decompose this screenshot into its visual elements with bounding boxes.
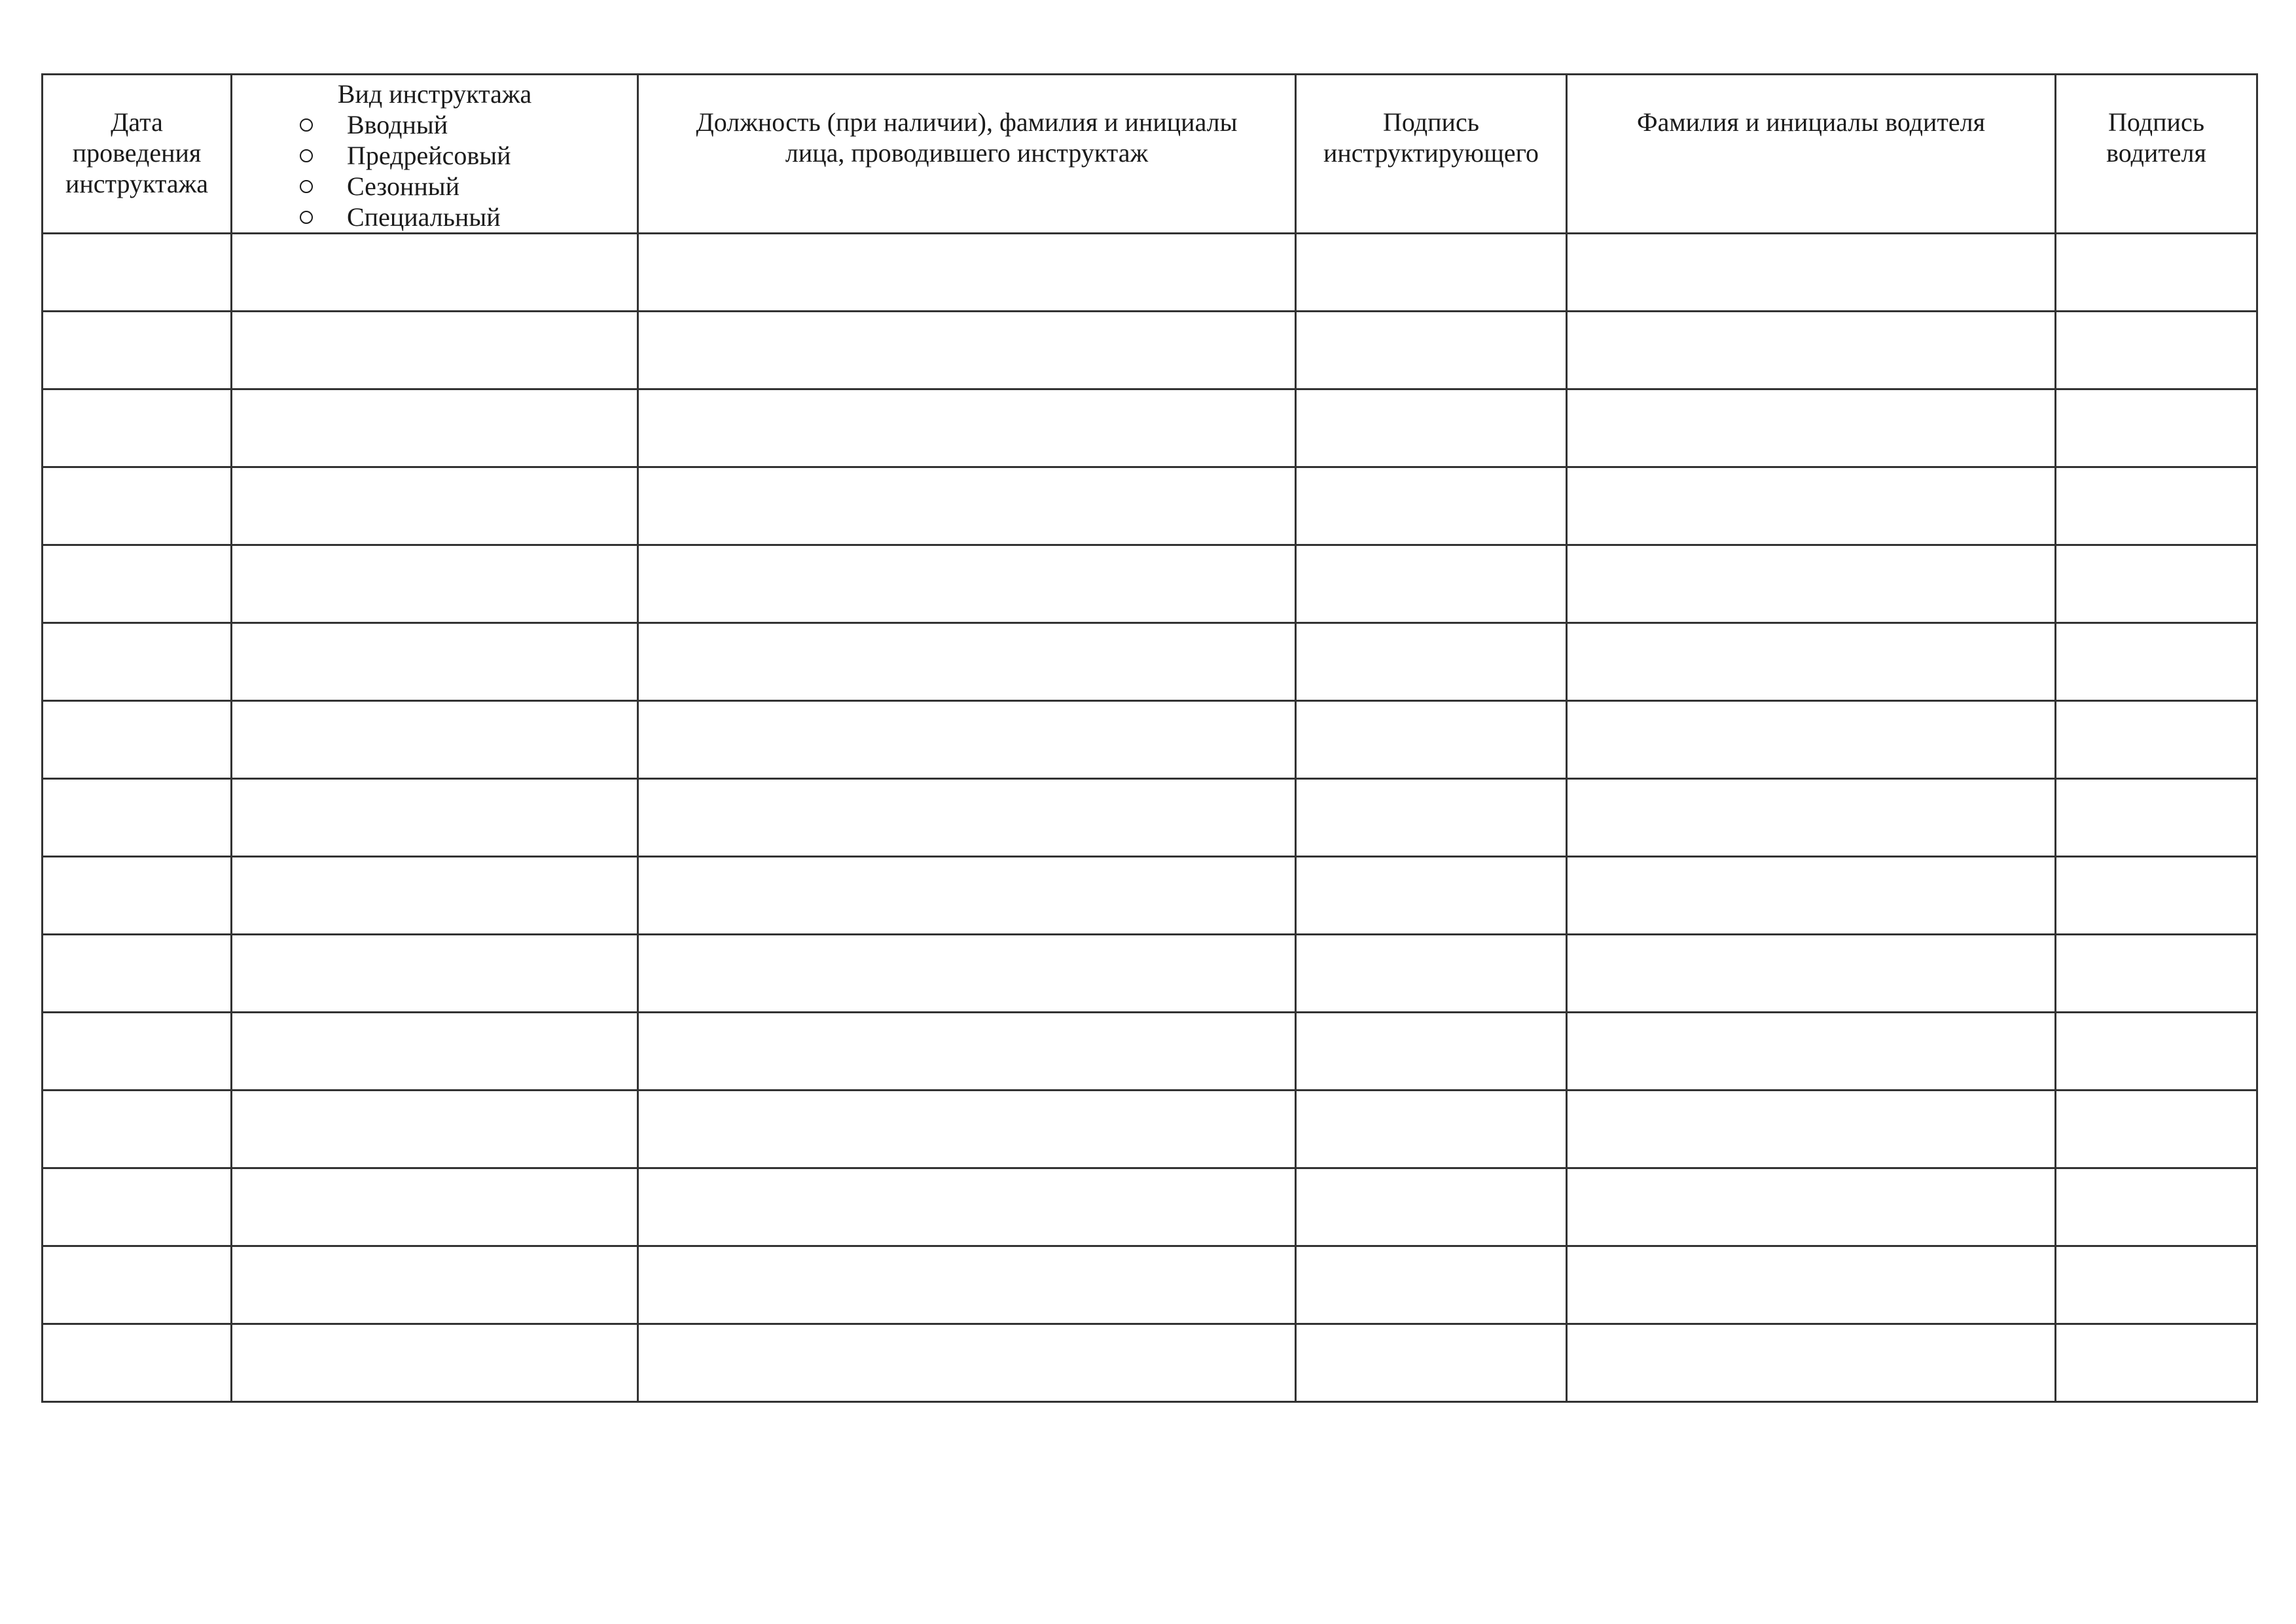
cell-driver-name[interactable] (1567, 1013, 2056, 1091)
cell-instructor-signature[interactable] (1296, 935, 1567, 1013)
cell-driver-signature[interactable] (2056, 935, 2257, 1013)
cell-instructor[interactable] (638, 1168, 1296, 1246)
cell-driver-signature[interactable] (2056, 1013, 2257, 1091)
header-type-title: Вид инструктажа (337, 79, 532, 109)
cell-instructor[interactable] (638, 545, 1296, 623)
table-row (43, 312, 2257, 389)
cell-date[interactable] (43, 857, 232, 935)
cell-type[interactable] (232, 623, 638, 701)
cell-type[interactable] (232, 1168, 638, 1246)
cell-date[interactable] (43, 701, 232, 779)
cell-type[interactable] (232, 312, 638, 389)
instruction-type-option (300, 140, 637, 171)
table-row (43, 623, 2257, 701)
cell-driver-signature[interactable] (2056, 779, 2257, 857)
header-instructor-signature (1296, 75, 1567, 234)
cell-date[interactable] (43, 935, 232, 1013)
cell-date[interactable] (43, 1013, 232, 1091)
cell-date[interactable] (43, 779, 232, 857)
instruction-log-sheet (41, 73, 2256, 1403)
cell-driver-signature[interactable] (2056, 234, 2257, 312)
cell-driver-signature[interactable] (2056, 545, 2257, 623)
instruction-type-list (232, 109, 637, 232)
cell-instructor-signature[interactable] (1296, 1168, 1567, 1246)
cell-date[interactable] (43, 545, 232, 623)
cell-instructor-signature[interactable] (1296, 545, 1567, 623)
header-instructor-signature-label: Подпись инструктирующего (1323, 107, 1539, 168)
cell-instructor-signature[interactable] (1296, 779, 1567, 857)
cell-instructor[interactable] (638, 312, 1296, 389)
cell-driver-signature[interactable] (2056, 312, 2257, 389)
header-driver-signature (2056, 75, 2257, 234)
table-row (43, 1091, 2257, 1168)
instruction-type-option (300, 202, 637, 232)
cell-type[interactable] (232, 857, 638, 935)
instruction-type-option (300, 109, 637, 140)
cell-driver-name[interactable] (1567, 234, 2056, 312)
table-row (43, 1324, 2257, 1402)
cell-type[interactable] (232, 1091, 638, 1168)
cell-instructor[interactable] (638, 935, 1296, 1013)
cell-instructor[interactable] (638, 389, 1296, 467)
cell-instructor[interactable] (638, 467, 1296, 545)
cell-driver-name[interactable] (1567, 779, 2056, 857)
cell-driver-name[interactable] (1567, 857, 2056, 935)
cell-type[interactable] (232, 1246, 638, 1324)
cell-type[interactable] (232, 467, 638, 545)
header-driver-name (1567, 75, 2056, 234)
circle-bullet-icon (300, 211, 313, 224)
cell-instructor[interactable] (638, 857, 1296, 935)
cell-type[interactable] (232, 935, 638, 1013)
instruction-type-label: Предрейсовый (347, 141, 511, 170)
cell-instructor[interactable] (638, 779, 1296, 857)
circle-bullet-icon (300, 118, 313, 132)
cell-driver-name[interactable] (1567, 312, 2056, 389)
cell-instructor-signature[interactable] (1296, 467, 1567, 545)
table-row (43, 467, 2257, 545)
cell-instructor-signature[interactable] (1296, 1246, 1567, 1324)
cell-type[interactable] (232, 1013, 638, 1091)
header-type (232, 75, 638, 234)
cell-instructor-signature[interactable] (1296, 1013, 1567, 1091)
header-instructor (638, 75, 1296, 234)
instruction-type-label: Сезонный (347, 171, 460, 201)
cell-date[interactable] (43, 389, 232, 467)
cell-driver-name[interactable] (1567, 1324, 2056, 1402)
table-row (43, 1168, 2257, 1246)
cell-date[interactable] (43, 467, 232, 545)
table-header-row (43, 75, 2257, 234)
cell-driver-signature[interactable] (2056, 623, 2257, 701)
cell-instructor-signature[interactable] (1296, 1091, 1567, 1168)
cell-type[interactable] (232, 234, 638, 312)
header-driver-signature-label: Подпись водителя (2106, 107, 2206, 168)
cell-driver-signature[interactable] (2056, 389, 2257, 467)
cell-driver-name[interactable] (1567, 623, 2056, 701)
cell-date[interactable] (43, 234, 232, 312)
cell-instructor-signature[interactable] (1296, 234, 1567, 312)
cell-instructor-signature[interactable] (1296, 1324, 1567, 1402)
cell-driver-signature[interactable] (2056, 1246, 2257, 1324)
table-row (43, 389, 2257, 467)
cell-type[interactable] (232, 545, 638, 623)
cell-type[interactable] (232, 389, 638, 467)
instruction-type-option (300, 171, 637, 202)
table-row (43, 1246, 2257, 1324)
cell-date[interactable] (43, 623, 232, 701)
circle-bullet-icon (300, 149, 313, 162)
cell-date[interactable] (43, 312, 232, 389)
circle-bullet-icon (300, 180, 313, 193)
cell-instructor[interactable] (638, 1246, 1296, 1324)
cell-instructor[interactable] (638, 1324, 1296, 1402)
cell-type[interactable] (232, 779, 638, 857)
table-row (43, 701, 2257, 779)
table-row (43, 1013, 2257, 1091)
cell-driver-name[interactable] (1567, 1168, 2056, 1246)
cell-driver-name[interactable] (1567, 467, 2056, 545)
instruction-type-label: Вводный (347, 110, 448, 139)
cell-driver-name[interactable] (1567, 1246, 2056, 1324)
cell-instructor[interactable] (638, 701, 1296, 779)
cell-driver-name[interactable] (1567, 545, 2056, 623)
cell-driver-name[interactable] (1567, 1091, 2056, 1168)
cell-instructor-signature[interactable] (1296, 389, 1567, 467)
instruction-log-table (41, 73, 2258, 1403)
header-instructor-label: Должность (при наличии), фамилия и инициалы лица, проводившего инструктаж (696, 107, 1238, 168)
cell-driver-signature[interactable] (2056, 701, 2257, 779)
cell-type[interactable] (232, 1324, 638, 1402)
table-row (43, 857, 2257, 935)
cell-driver-name[interactable] (1567, 389, 2056, 467)
cell-instructor-signature[interactable] (1296, 312, 1567, 389)
table-row (43, 234, 2257, 312)
cell-driver-name[interactable] (1567, 701, 2056, 779)
cell-instructor[interactable] (638, 1013, 1296, 1091)
table-row (43, 545, 2257, 623)
cell-instructor-signature[interactable] (1296, 857, 1567, 935)
header-date-label: Дата проведения инструктажа (65, 107, 209, 198)
cell-instructor[interactable] (638, 234, 1296, 312)
cell-driver-name[interactable] (1567, 935, 2056, 1013)
cell-driver-signature[interactable] (2056, 857, 2257, 935)
cell-date[interactable] (43, 1168, 232, 1246)
instruction-type-label: Специальный (347, 202, 501, 232)
table-row (43, 935, 2257, 1013)
cell-date[interactable] (43, 1246, 232, 1324)
cell-date[interactable] (43, 1091, 232, 1168)
header-date (43, 75, 232, 234)
cell-driver-signature[interactable] (2056, 1091, 2257, 1168)
cell-instructor-signature[interactable] (1296, 623, 1567, 701)
cell-instructor[interactable] (638, 623, 1296, 701)
table-row (43, 779, 2257, 857)
table-body (43, 234, 2257, 1402)
cell-type[interactable] (232, 701, 638, 779)
cell-driver-signature[interactable] (2056, 1168, 2257, 1246)
cell-date[interactable] (43, 1324, 232, 1402)
cell-driver-signature[interactable] (2056, 467, 2257, 545)
header-driver-name-label: Фамилия и инициалы водителя (1636, 107, 1986, 137)
cell-instructor[interactable] (638, 1091, 1296, 1168)
cell-driver-signature[interactable] (2056, 1324, 2257, 1402)
cell-instructor-signature[interactable] (1296, 701, 1567, 779)
